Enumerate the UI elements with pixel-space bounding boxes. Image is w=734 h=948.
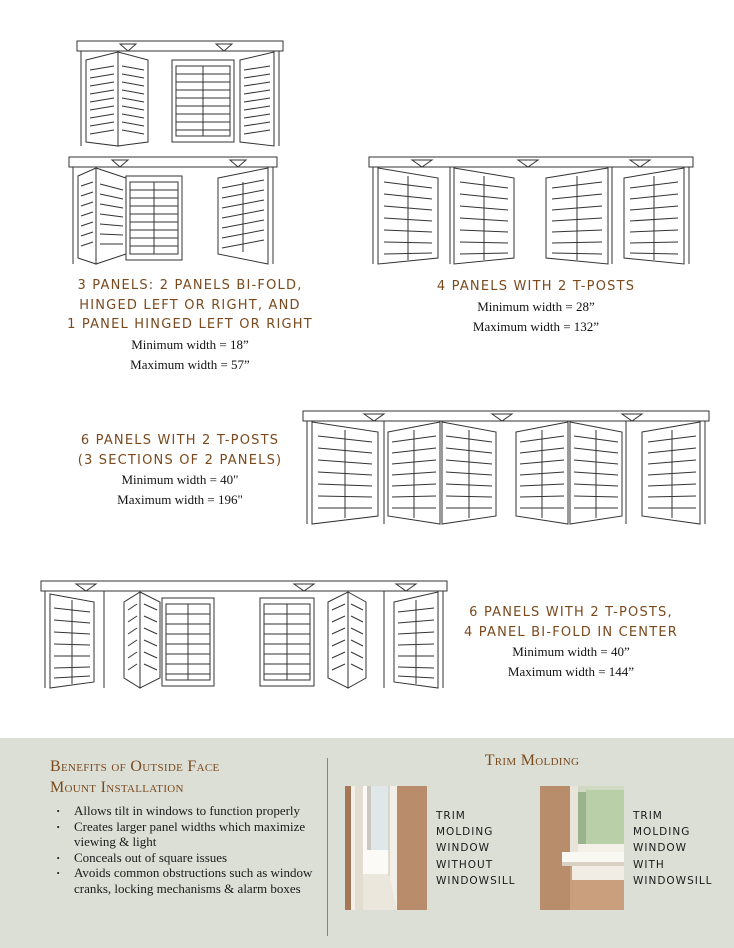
label-line: MOLDING <box>436 826 494 839</box>
label-line: MOLDING <box>633 826 691 839</box>
label-line: WINDOW <box>633 842 688 855</box>
label-line: TRIM <box>633 810 663 822</box>
divider <box>327 758 328 936</box>
config-title-line: 4 PANEL BI-FOLD IN CENTER <box>463 624 679 640</box>
max-width: Maximum width = 144” <box>507 664 635 679</box>
benefit-item: · Conceals out of square issues <box>50 850 320 866</box>
shutter-drawing-6-panel-bifold <box>40 578 448 690</box>
benefits-title-line: Mount Installation <box>50 779 184 796</box>
label-line: WITHOUT <box>436 858 494 871</box>
trim-title: Trim Molding <box>484 752 580 769</box>
config-title-line: 4 PANELS WITH 2 T-POSTS <box>436 279 636 294</box>
shutter-drawing-4-panel <box>368 154 694 266</box>
benefits-title-line: Benefits of Outside Face <box>50 758 220 775</box>
max-width: Maximum width = 132” <box>472 318 600 334</box>
benefit-item: · Creates larger panel widths which maximize viewing & light <box>50 819 320 850</box>
benefits-list <box>50 803 320 897</box>
label-line: TRIM <box>436 810 466 822</box>
label-line: WITH <box>633 858 665 871</box>
min-width: Minimum width = 40" <box>121 472 239 487</box>
min-width: Minimum width = 28” <box>477 298 595 314</box>
trim-photo-without-sill <box>345 786 427 910</box>
config-title-line: HINGED LEFT OR RIGHT, AND <box>79 297 301 313</box>
config-title-line: (3 SECTIONS OF 2 PANELS) <box>77 452 283 468</box>
label-line: WINDOW <box>436 842 491 855</box>
config-title-line: 6 PANELS WITH 2 T-POSTS <box>80 433 280 448</box>
config-caption-3-panel <box>40 276 340 375</box>
trim-label-with-sill <box>633 808 729 889</box>
trim-photo-with-sill <box>540 786 624 910</box>
shutter-drawing-6-panel <box>302 408 710 526</box>
benefit-item: · Avoids common obstructions such as window cranks, locking mechanisms & alarm boxes <box>50 865 320 896</box>
trim-label-without-sill <box>436 808 526 889</box>
max-width: Maximum width = 196" <box>117 492 243 507</box>
config-caption-6-panel <box>40 431 320 510</box>
footer-panel <box>0 738 734 948</box>
config-caption-4-panel <box>400 277 672 337</box>
shutter-drawing-3-panel-bottom <box>68 154 278 266</box>
shutter-drawing-3-panel-top <box>76 38 284 148</box>
config-title-line: 6 PANELS WITH 2 T-POSTS, <box>469 605 673 620</box>
config-title-line: 3 PANELS: 2 PANELS BI-FOLD, <box>77 278 303 293</box>
min-width: Minimum width = 18” <box>131 336 249 352</box>
max-width: Maximum width = 57” <box>130 356 250 372</box>
label-line: WINDOWSILL <box>436 874 516 887</box>
benefits-title <box>50 756 310 798</box>
label-line: WINDOWSILL <box>633 874 713 887</box>
config-caption-6-panel-bifold <box>440 603 702 682</box>
config-title-line: 1 PANEL HINGED LEFT OR RIGHT <box>67 317 313 332</box>
benefit-item: · Allows tilt in windows to function properly <box>50 803 320 819</box>
min-width: Minimum width = 40” <box>512 644 630 659</box>
